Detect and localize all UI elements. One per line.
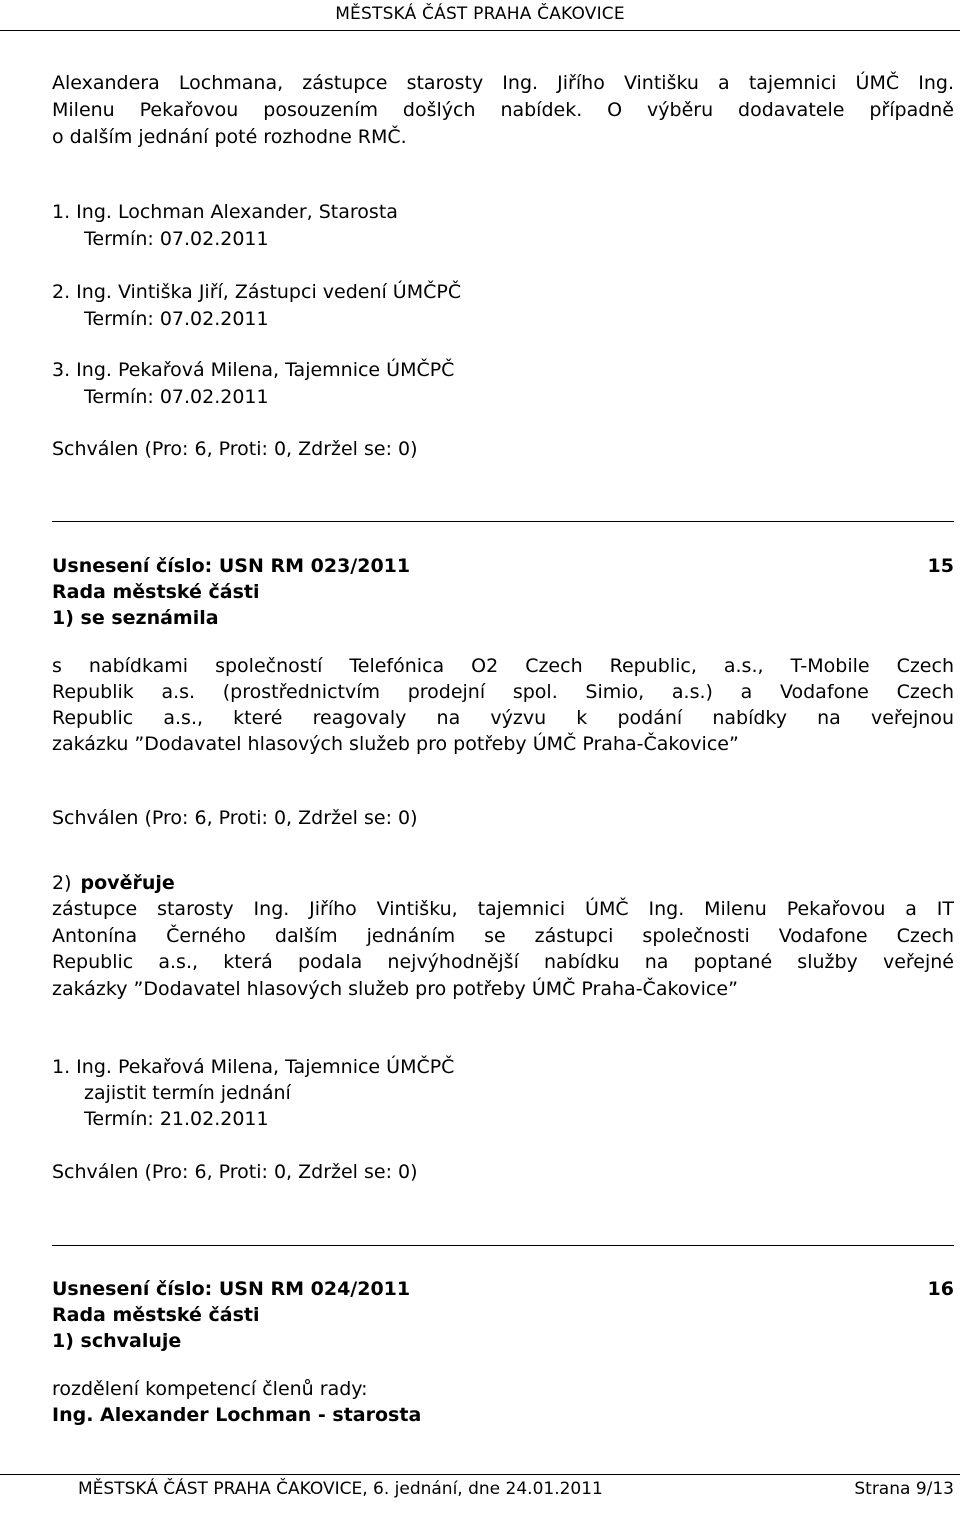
point-1-line-4: zakázku ”Dodavatel hlasových služeb pro potřeby ÚMČ Praha-Čakovice” xyxy=(52,733,739,755)
resolution-24-title: Usnesení číslo: USN RM 024/2011 xyxy=(52,1278,411,1300)
header-title: MĚSTSKÁ ČÁST PRAHA ČAKOVICE xyxy=(335,4,625,24)
page-header xyxy=(0,0,960,31)
section-divider xyxy=(52,521,954,522)
intro-line-2: Milenu Pekařovou posouzením došlých nabídek. O výběru dodavatele případně xyxy=(52,99,954,121)
point-1-line-3: Republic a.s., které reagovaly na výzvu k podání nabídky na veřejnou xyxy=(52,707,954,729)
resolution-23-point-1: 1) se seznámila xyxy=(52,607,219,629)
resolution-23-title: Usnesení číslo: USN RM 023/2011 xyxy=(52,555,411,577)
point-2-line-1: zástupce starosty Ing. Jiřího Vintišku, tajemnici ÚMČ Ing. Milenu Pekařovou a IT xyxy=(52,898,954,920)
point-2-label: pověřuje xyxy=(80,872,175,894)
point-1-line-2: Republik a.s. (prostřednictvím prodejní spol. Simio, a.s.) a Vodafone Czech xyxy=(52,681,954,703)
resolution-24-council: Rada městské části xyxy=(52,1304,260,1326)
page-footer xyxy=(0,1474,960,1505)
point-2-line-4: zakázky ”Dodavatel hlasových služeb pro potřeby ÚMČ Praha-Čakovice” xyxy=(52,978,738,1000)
task-4-label: 1. Ing. Pekařová Milena, Tajemnice ÚMČPČ xyxy=(52,1056,455,1078)
footer-page-number: Strana 9/13 xyxy=(854,1479,954,1499)
task-4-desc: zajistit termín jednání xyxy=(84,1082,291,1104)
point-2-number: 2) xyxy=(52,872,72,894)
resolution-24-point-1: 1) schvaluje xyxy=(52,1330,182,1352)
resolution-23-council: Rada městské části xyxy=(52,581,260,603)
task-2-label: 2. Ing. Vintiška Jiří, Zástupci vedení ÚMČPČ xyxy=(52,281,462,303)
section-divider xyxy=(52,1245,954,1246)
task-1-label: 1. Ing. Lochman Alexander, Starosta xyxy=(52,201,398,223)
resolution-24-line-2: Ing. Alexander Lochman - starosta xyxy=(52,1404,422,1426)
task-2-term: Termín: 07.02.2011 xyxy=(84,308,269,330)
task-3-label: 3. Ing. Pekařová Milena, Tajemnice ÚMČPČ xyxy=(52,359,455,381)
task-3-term: Termín: 07.02.2011 xyxy=(84,386,269,408)
footer-meeting: MĚSTSKÁ ČÁST PRAHA ČAKOVICE, 6. jednání, dne 24.01.2011 xyxy=(78,1479,603,1499)
intro-line-1: Alexandera Lochmana, zástupce starosty Ing. Jiřího Vintišku a tajemnici ÚMČ Ing. xyxy=(52,72,954,94)
resolution-24-line-1: rozdělení kompetencí členů rady: xyxy=(52,1378,368,1400)
vote-result-2: Schválen (Pro: 6, Proti: 0, Zdržel se: 0) xyxy=(52,807,418,829)
intro-line-3: o dalším jednání poté rozhodne RMČ. xyxy=(52,126,407,148)
point-1-line-1: s nabídkami společností Telefónica O2 Czech Republic, a.s., T-Mobile Czech xyxy=(52,655,954,677)
resolution-24-number: 16 xyxy=(927,1278,954,1300)
vote-result-1: Schválen (Pro: 6, Proti: 0, Zdržel se: 0) xyxy=(52,438,418,460)
vote-result-3: Schválen (Pro: 6, Proti: 0, Zdržel se: 0) xyxy=(52,1161,418,1183)
resolution-23-number: 15 xyxy=(927,555,954,577)
task-4-term: Termín: 21.02.2011 xyxy=(84,1108,269,1130)
point-2-line-3: Republic a.s., která podala nejvýhodnější nabídku na poptané služby veřejné xyxy=(52,951,954,973)
task-1-term: Termín: 07.02.2011 xyxy=(84,228,269,250)
point-2-line-2: Antonína Černého dalším jednáním se zástupci společnosti Vodafone Czech xyxy=(52,925,954,947)
point-2-heading xyxy=(52,870,175,896)
